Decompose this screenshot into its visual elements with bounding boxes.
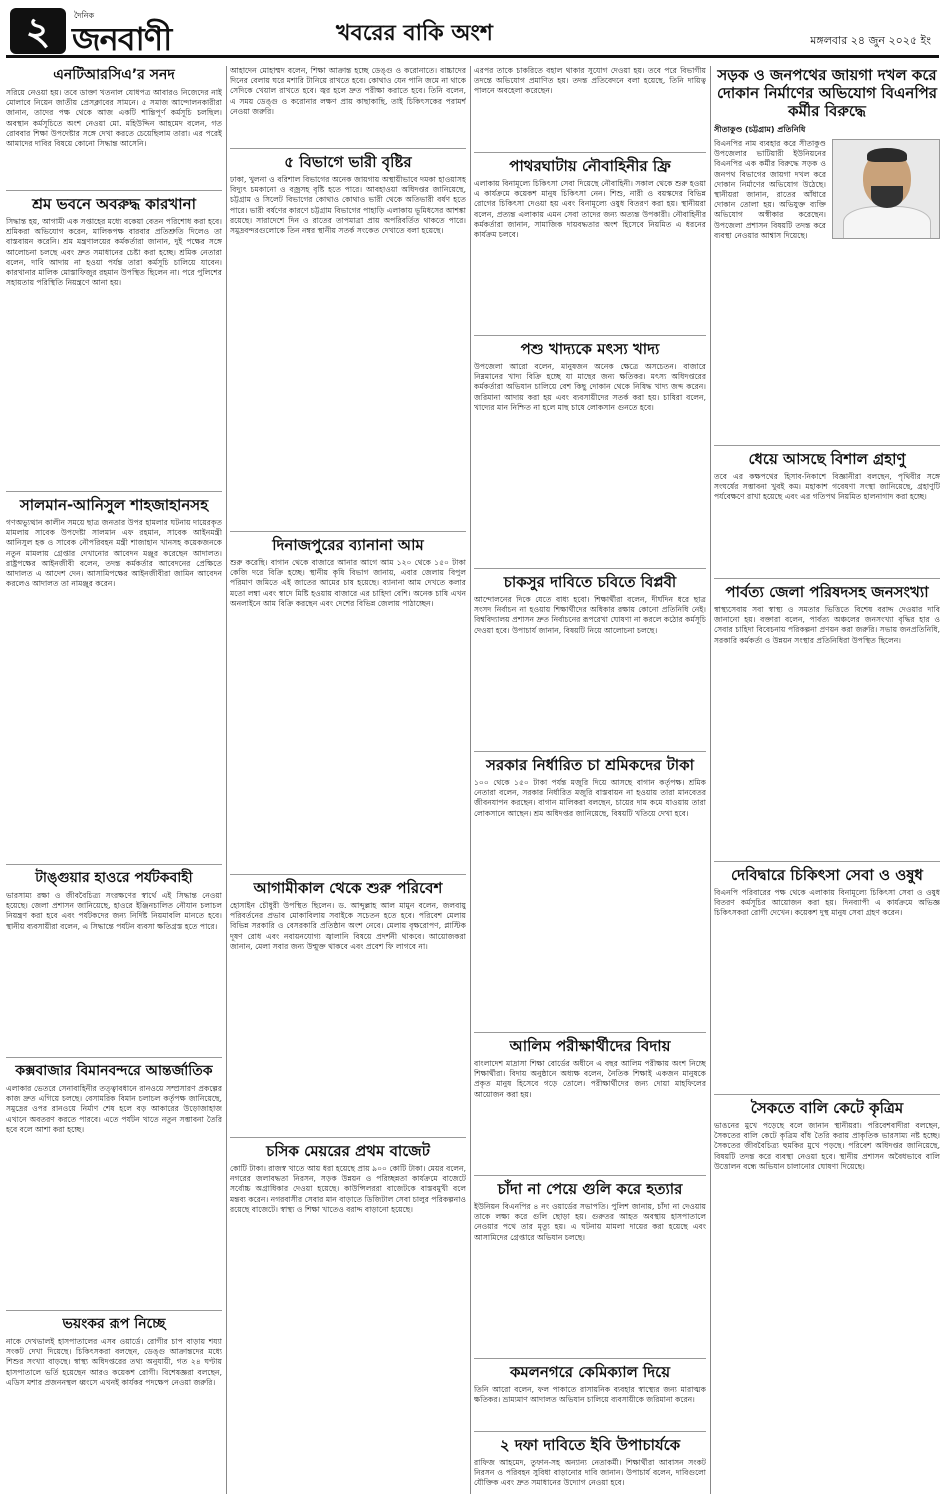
section-title: খবরের বাকি অংশ [336, 21, 493, 46]
newspaper-logo: জনবাণী [72, 20, 172, 58]
story-body: বিএনপি পরিবারের পক্ষ থেকে এলাকায় বিনামূল্যে চিকিৎসা সেবা ও ওষুধ বিতরণ কর্মসূচির আয়োজন করা হয়। দিনব্যাপী এ কার্যক্রমে অভিজ্ঞ চিকিৎসকরা রোগী দেখেন। কয়েকশ দুস্থ মানুষ সেবা গ্রহণ করেন। [714, 888, 940, 918]
story-body: কোটি টাকা। রাজস্ব খাতে আয় ধরা হয়েছে প্রায় ৯০০ কোটি টাকা। মেয়র বলেন, নগরের জলাবদ্ধতা নিরসন, সড়ক উন্নয়ন ও পরিচ্ছন্নতা কার্যক্রমে বাজেটে সর্বোচ্চ অগ্রাধিকার দেওয়া হয়েছে। কাউন্সিলররা বাজেটকে বাস্তবমুখী বলে মন্তব্য করেন। নগরবাসীর সেবার মান বাড়াতে ডিজিটাল সেবা চালুর পরিকল্পনাও রয়েছে বাজেটে। স্বাস্থ্য ও শিক্ষা খাতেও বরাদ্দ বাড়ানো হয়েছে। [230, 1164, 466, 1214]
story-body: নাকে দেখভালই হাসপাতালের এসব ওয়ার্ডে। রোগীর চাপ বাড়ায় শয্যা সংকট দেখা দিয়েছে। চিকিৎসকরা বলছেন, ডেঙ্গু আক্রান্তদের মধ্যে শিশুর সংখ্যা বাড়ছে। স্বাস্থ্য অধিদপ্তরের তথ্য অনুযায়ী, গত ২৪ ঘণ্টায় হাসপাতালে ভর্তি হয়েছেন আরও কয়েকশ রোগী। বিশেষজ্ঞরা বলছেন, এডিস মশার প্রজননস্থল ধ্বংসে এখনই কার্যকর পদক্ষেপ নেওয়া জরুরি। [6, 1337, 222, 1387]
story-coxs-bazar-airport [6, 1057, 222, 1304]
column-divider [226, 66, 227, 1494]
story-body: সিদ্ধান্ত হয়, আগামী এক সপ্তাহের মধ্যে বকেয়া বেতন পরিশোধ করা হবে। শ্রমিকরা অভিযোগ করেন, মালিকপক্ষ বারবার প্রতিশ্রুতি দিলেও তা বাস্তবায়ন করেনি। শ্রম মন্ত্রণালয়ের কর্মকর্তারা জানান, দুই পক্ষের সঙ্গে আলোচনা চলছে এবং দ্রুত সমাধানের চেষ্টা করা হচ্ছে। শ্রমিক নেতারা বলেন, দাবি আদায় না হওয়া পর্যন্ত তারা কর্মসূচি চালিয়ে যাবেন। কারখানার মালিক মোস্তাফিজুর রহমান উপস্থিত ছিলেন না। পরে পুলিশের সহায়তায় পরিস্থিতি নিয়ন্ত্রণে আনা হয়। [6, 217, 222, 288]
story-headline: টাঙ্গুয়ার হাওরে পর্যটকবাহী [6, 864, 222, 887]
column-divider [710, 66, 711, 1494]
story-headline: ৫ বিভাগে ভারী বৃষ্টির [230, 148, 466, 171]
story-body: স্বাস্থ্যসেবায় সবা স্বাস্থ্য ও সমতার ভিত্তিতে বিশেষ বরাদ্দ দেওয়ার দাবি জানানো হয়। বক্তারা বলেন, পার্বত্য অঞ্চলের জনসংখ্যা বৃদ্ধির হার ও সেবার চাহিদা বিবেচনায় পরিকল্পনা প্রণয়ন করা জরুরি। সভায় জনপ্রতিনিধি, সরকারি কর্মকর্তা ও উন্নয়ন সংস্থার প্রতিনিধিরা উপস্থিত ছিলেন। [714, 605, 940, 645]
story-kamalnagar-chemical [474, 1358, 706, 1425]
story-body: তবে এর কক্ষপথের হিসাব-নিকাশে বিজ্ঞানীরা বলছেন, পৃথিবীর সঙ্গে সংঘর্ষের সম্ভাবনা খুবই কম। মহাকাশ গবেষণা সংস্থা জানিয়েছে, গ্রহাণুটি পর্যবেক্ষণে রাখা হয়েছে এবং এর গতিপথ নিয়মিত হালনাগাদ করা হচ্ছে। [714, 472, 940, 502]
story-dengue [6, 1310, 222, 1496]
story-headline: এনটিআরসিএ’র সনদ [53, 67, 175, 83]
story-body: বাংলাদেশ মাদ্রাসা শিক্ষা বোর্ডের অধীনে এ বছর আলিম পরীক্ষায় অংশ নিচ্ছে শিক্ষার্থীরা। বিদায় অনুষ্ঠানে অধ্যক্ষ বলেন, নৈতিক শিক্ষাই একজন মানুষকে প্রকৃত মানুষ হিসেবে গড়ে তোলে। পরীক্ষার্থীদের জন্য দোয়া মাহফিলের আয়োজন করা হয়। [474, 1059, 706, 1099]
column-a [6, 66, 222, 1496]
story-ccc-budget [230, 1137, 466, 1496]
portrait-photo [832, 139, 940, 239]
story-headline: দেবিদ্বারে চিকিৎসা সেবা ও ওষুধ [714, 861, 940, 884]
story-headline: দিনাজপুরের ব্যানানা আম [230, 531, 466, 554]
story-continued-job [474, 66, 706, 146]
story-tea-workers [474, 751, 706, 1026]
story-body: শুরু করেছি। বাগান থেকে বাজারে আনার আগে আম ১২০ থেকে ১৫০ টাকা কেজি দরে বিক্রি হচ্ছে। স্থানীয় কৃষি বিভাগ জানায়, এবার জেলায় বিপুল পরিমাণ জমিতে এই জাতের আমের চাষ হয়েছে। ব্যানানা আম দেখতে কলার মতো লম্বা এবং স্বাদে মিষ্টি হওয়ায় বাজারে এর চাহিদা বেশি। অনেক চাষি এখন অনলাইনে আম বিক্রি করছেন এবং দেশের বিভিন্ন জেলায় পাঠাচ্ছেন। [230, 558, 466, 608]
story-headline: ভয়ংকর রূপ নিচ্ছে [6, 1310, 222, 1333]
column-d [714, 66, 940, 1496]
story-hill-district-population [714, 578, 940, 855]
column-b [230, 66, 466, 1496]
story-alim-farewell [474, 1032, 706, 1169]
story-body: ভারসাম্য রক্ষা ও জীববৈচিত্র্য সংরক্ষণের স্বার্থে এই সিদ্ধান্ত নেওয়া হয়েছে। জেলা প্রশাসন জানিয়েছে, হাওরে ইঞ্জিনচালিত নৌযান চলাচল নিয়ন্ত্রণ করা হবে এবং পর্যটকদের জন্য নির্দিষ্ট নিয়মাবলি মানতে হবে। স্থানীয় ব্যবসায়ীরা বলেন, এ সিদ্ধান্তে পর্যটন ব্যবসা ক্ষতিগ্রস্ত হতে পারে। [6, 891, 222, 931]
story-headline: সালমান-আনিসুল শাহজাহানসহ [6, 491, 222, 514]
story-body: উপজেলা আরো বলেন, মানুষজন অনেক ক্ষেত্রে অসচেতন। বাজারে নিম্নমানের খাদ্য বিক্রি হচ্ছে যা মাছের জন্য ক্ষতিকর। মৎস্য অধিদপ্তরের কর্মকর্তারা অভিযান চালিয়ে বেশ কিছু দোকান থেকে নিষিদ্ধ খাদ্য জব্দ করেন। জরিমানা আদায় করা হয় এবং ব্যবসায়ীদের সতর্ক করা হয়। চাষিরা বলেন, খাদ্যের মান নিশ্চিত না হলে মাছ চাষে লোকসান গুনতে হবে। [474, 362, 706, 412]
story-headline: পার্বত্য জেলা পরিষদসহ জনসংখ্যা [714, 578, 940, 601]
story-body: সরিয়ে নেওয়া হয়। তবে ডাক্তা খতনাল যোধপত্র আবারও নিজেদের নাই মোলাবে নিয়েন জাতীয় প্রেসক্লাবের সামনে। ৫ সমাজ আন্দোলনকারীরা জানান, তাদের পক্ষ থেকে আজ একটি শান্তিপূর্ণ কর্মসূচি চলছিল। অবস্থান কর্মসূচিতে অংশ নেওয়া মো. মহিউদ্দিন আহমেদ বলেন, গত রোববার শিক্ষা উপদেষ্টার সঙ্গে দেখা করতে চেয়েছিলাম তারা। এর পরেই আমাদের দাবির বিষয়ে কোনো সিদ্ধান্ত আসেনি। [6, 88, 222, 149]
story-chaksu [474, 568, 706, 745]
story-headline: চাকসুর দাবিতে চবিতে বিপ্লবী [474, 568, 706, 591]
story-headline: শ্রম ভবনে অবরুদ্ধ কারখানা [6, 190, 222, 213]
story-continued-health [230, 66, 466, 142]
dateline: মঙ্গলবার ২৪ জুন ২০২৫ ইং [810, 34, 931, 47]
story-beach-sand [714, 1094, 940, 1481]
story-headline: সড়ক ও জনপথের জায়গা দখল করে দোকান নির্মাণের অভিযোগ বিএনপির কর্মীর বিরুদ্ধে [716, 66, 938, 120]
story-body: গণঅভ্যুত্থান কালীন সময়ে ছাত্র জনতার উপর হামলার ঘটনায় দায়েরকৃত মামলায় সাবেক উপদেষ্টা সালমান এফ রহমান, সাবেক আইনমন্ত্রী আনিসুল হক ও সাবেক নৌপরিবহন মন্ত্রী শাজাহান খানসহ কয়েকজনকে নতুন মামলায় গ্রেপ্তার দেখানোর আবেদন মঞ্জুর করেছেন আদালত। রাষ্ট্রপক্ষের আইনজীবী বলেন, তদন্ত কর্মকর্তার আবেদনের প্রেক্ষিতে আদালত এ আদেশ দেন। আসামিপক্ষের আইনজীবীরা জামিন আবেদন করলেও আদালত তা নামঞ্জুর করেন। [6, 518, 222, 589]
story-byline: সীতাকুণ্ড (চট্টগ্রাম) প্রতিনিধি [714, 125, 806, 134]
story-headline: আগামীকাল থেকে শুরু পরিবেশ [230, 874, 466, 897]
story-banana-mango [230, 531, 466, 868]
brand-prefix: দৈনিক [74, 11, 95, 20]
story-headline: চসিক মেয়রের প্রথম বাজেট [230, 1137, 466, 1160]
column-divider [470, 66, 471, 1494]
story-body: তিনি আরো বলেন, ফল পাকাতে রাসায়নিক ব্যবহার স্বাস্থ্যের জন্য মারাত্মক ক্ষতিকর। ভ্রাম্যমাণ আদালত অভিযান চালিয়ে ব্যবসায়ীকে জরিমানা করেন। [474, 1385, 706, 1405]
story-headline: পাথরঘাটায় নৌবাহিনীর ফ্রি [474, 152, 706, 175]
story-labour-building [6, 190, 222, 485]
story-body: আহাদেন মোহাম্মদ বলেন, শিক্ষা আক্রান্ত হচ্ছে ডেঙ্গু ও করোনাতে। বাচ্চাদের দিনের বেলায় ঘরে মশারি টানিয়ে রাখতে হবে। কোথাও যেন পানি জমে না থাকে সেদিকে খেয়াল রাখতে হবে। জ্বর হলে দ্রুত পরীক্ষা করাতে হবে। তিনি বলেন, এ সময় ডেঙ্গু ও করোনার লক্ষণ প্রায় কাছাকাছি, তাই চিকিৎসকের পরামর্শ নেওয়া জরুরি। [230, 66, 466, 116]
story-body: এলাকায় বিনামূল্যে চিকিৎসা সেবা দিয়েছে নৌবাহিনী। সকাল থেকে শুরু হওয়া এ কার্যক্রমে কয়েকশ মানুষ চিকিৎসা নেন। শিশু, নারী ও বয়স্কদের বিভিন্ন রোগের চিকিৎসা দেওয়া হয় এবং বিনামূল্যে ওষুধ বিতরণ করা হয়। স্থানীয়রা বলেন, প্রত্যন্ত এলাকায় এমন সেবা তাদের জন্য অত্যন্ত উপকারী। নৌবাহিনীর কর্মকর্তারা জানান, সামাজিক দায়বদ্ধতার অংশ হিসেবে নিয়মিত এ ধরনের কার্যক্রম চলবে। [474, 179, 706, 240]
story-body: এরপর তাকে চাকরিতে বহাল থাকার সুযোগ দেওয়া হয়। তবে পরে বিভাগীয় তদন্তে অভিযোগ প্রমাণিত হয়। তদন্ত প্রতিবেদনে বলা হয়েছে, তিনি দায়িত্ব পালনে অবহেলা করেছেন। [474, 66, 706, 96]
story-headline: চাঁদা না পেয়ে গুলি করে হত্যার [474, 1175, 706, 1198]
story-body: ভাঙনের মুখে পড়েছে বলে জানান স্থানীয়রা। পরিবেশবাদীরা বলছেন, সৈকতের বালি কেটে কৃত্রিম বাঁধ তৈরি করায় প্রাকৃতিক ভারসাম্য নষ্ট হচ্ছে। সৈকতের জীববৈচিত্র্য হুমকির মুখে পড়ছে। পরিবেশ অধিদপ্তর জানিয়েছে, বিষয়টি তদন্ত করে ব্যবস্থা নেওয়া হবে। স্থানীয় প্রশাসন অবৈধভাবে বালি উত্তোলন বন্ধে অভিযান চালানোর ঘোষণা দিয়েছে। [714, 1121, 940, 1171]
story-asteroid [714, 445, 940, 572]
story-salman-anisul [6, 491, 222, 858]
page-number: ২ [10, 8, 66, 54]
story-body: রাফিজ আহমেদ, তুফান-সহ অন্যান্য নেতাকর্মী। শিক্ষার্থীরা আবাসন সংকট নিরসন ও পরিবহন সুবিধা বাড়ানোর দাবি জানান। উপাচার্য বলেন, দাবিগুলো যৌক্তিক এবং দ্রুত সমাধানের উদ্যোগ নেওয়া হবে। [474, 1458, 706, 1488]
story-headline: ২ দফা দাবিতে ইবি উপাচার্যকে [474, 1431, 706, 1454]
story-navy-free-treatment [474, 152, 706, 329]
story-headline: আলিম পরীক্ষার্থীদের বিদায় [474, 1032, 706, 1055]
story-body: ঢাকা, খুলনা ও বরিশাল বিভাগের অনেক জায়গায় অস্থায়ীভাবে দমকা হাওয়াসহ বিদ্যুৎ চমকানো ও বজ্রসহ বৃষ্টি হতে পারে। আবহাওয়া অধিদপ্তর জানিয়েছে, চট্টগ্রাম ও সিলেট বিভাগের কোথাও কোথাও ভারী থেকে অতিভারী বর্ষণ হতে পারে। ভারী বর্ষণের কারণে চট্টগ্রাম বিভাগের পাহাড়ি এলাকায় ভূমিধসের আশঙ্কা রয়েছে। সারাদেশে দিন ও রাতের তাপমাত্রা প্রায় অপরিবর্তিত থাকতে পারে। সমুদ্রবন্দরগুলোকে তিন নম্বর স্থানীয় সতর্ক সংকেত দেখাতে বলা হয়েছে। [230, 175, 466, 236]
story-body: ইউনিয়ন বিএনপির ৪ নং ওয়ার্ডের সভাপতি। পুলিশ জানায়, চাঁদা না দেওয়ায় তাকে লক্ষ্য করে গুলি ছোড়া হয়। গুরুতর আহত অবস্থায় হাসপাতালে নেওয়ার পথে তার মৃত্যু হয়। এ ঘটনায় মামলা দায়ের করা হয়েছে এবং আসামিদের গ্রেপ্তারে অভিযান চলছে। [474, 1202, 706, 1242]
story-body: এলাকার ভেতরে সেনাবাহিনীর তত্ত্বাবধানে রানওয়ে সম্প্রসারণ প্রকল্পের কাজ দ্রুত এগিয়ে চলছে। বেসামরিক বিমান চলাচল কর্তৃপক্ষ জানিয়েছে, সমুদ্রের ওপর রানওয়ে নির্মাণ শেষ হলে বড় আকারের উড়োজাহাজ এখানে অবতরণ করতে পারবে। এতে পর্যটন খাতে নতুন সম্ভাবনা তৈরি হবে বলে আশা করা হচ্ছে। [6, 1084, 222, 1134]
column-c [474, 66, 706, 1496]
story-body: বিএনপির নাম ব্যবহার করে সীতাকুণ্ড উপজেলার ভাটিয়ারী ইউনিয়নের বিএনপির এক কর্মীর বিরুদ্ধে সড়ক ও জনপথ বিভাগের জায়গা দখল করে দোকান নির্মাণের অভিযোগ উঠেছে। স্থানীয়রা জানান, রাতের আঁধারে দোকান তোলা হয়। অভিযুক্ত ব্যক্তি অভিযোগ অস্বীকার করেছেন। উপজেলা প্রশাসন বিষয়টি তদন্ত করে ব্যবস্থা নেওয়ার আশ্বাস দিয়েছে। [714, 139, 826, 240]
story-headline: পশু খাদ্যকে মৎস্য খাদ্য [474, 335, 706, 358]
story-debidwar-health [714, 861, 940, 1088]
story-body: হোসাইন চৌধুরী উপস্থিত ছিলেন। ড. আব্দুল্লাহ আল মামুন বলেন, জলবায়ু পরিবর্তনের প্রভাব মোকাবিলায় সবাইকে সচেতন হতে হবে। পরিবেশ মেলায় বিভিন্ন সরকারি ও বেসরকারি প্রতিষ্ঠান অংশ নেবে। মেলায় বৃক্ষরোপণ, প্লাস্টিক দূষণ রোধ এবং নবায়নযোগ্য জ্বালানি বিষয়ে প্রদর্শনী থাকবে। আয়োজকরা জানান, মেলা সবার জন্য উন্মুক্ত থাকবে এবং প্রবেশ ফি লাগবে না। [230, 901, 466, 951]
story-fish-feed [474, 335, 706, 562]
story-headline: কমলনগরে কেমিক্যাল দিয়ে [474, 1358, 706, 1381]
story-environment-fair [230, 874, 466, 1131]
story-body: আন্দোলনের দিকে যেতে বাধ্য হবো। শিক্ষার্থীরা বলেন, দীর্ঘদিন ধরে ছাত্র সংসদ নির্বাচন না হওয়ায় শিক্ষার্থীদের অধিকার রক্ষায় কোনো প্রতিনিধি নেই। বিশ্ববিদ্যালয় প্রশাসন দ্রুত নির্বাচনের রূপরেখা ঘোষণা না করলে কঠোর কর্মসূচি দেওয়া হবে। উপাচার্য জানান, বিষয়টি নিয়ে আলোচনা চলছে। [474, 595, 706, 635]
story-extortion-murder [474, 1175, 706, 1352]
story-headline: ধেয়ে আসছে বিশাল গ্রহাণু [714, 445, 940, 468]
story-road-encroachment [714, 66, 940, 439]
story-body: ১০০ থেকে ১৫০ টাকা পর্যন্ত মজুরি দিয়ে আসছে বাগান কর্তৃপক্ষ। শ্রমিক নেতারা বলেন, সরকার নির্ধারিত মজুরি বাস্তবায়ন না হওয়ায় তারা মানবেতর জীবনযাপন করছেন। বাগান মালিকরা বলছেন, চায়ের দাম কমে যাওয়ায় তারা লোকসানে আছেন। শ্রম অধিদপ্তর জানিয়েছে, বিষয়টি খতিয়ে দেখা হবে। [474, 778, 706, 818]
masthead [6, 8, 939, 58]
story-tanguar-haor [6, 864, 222, 1051]
story-headline: কক্সবাজার বিমানবন্দরে আন্তর্জাতিক [6, 1057, 222, 1080]
story-iu-vc [474, 1431, 706, 1496]
story-headline: সৈকতে বালি কেটে কৃত্রিম [714, 1094, 940, 1117]
story-heavy-rain [230, 148, 466, 525]
story-ntrca [6, 66, 222, 184]
story-headline: সরকার নির্ধারিত চা শ্রমিকদের টাকা [474, 751, 706, 774]
